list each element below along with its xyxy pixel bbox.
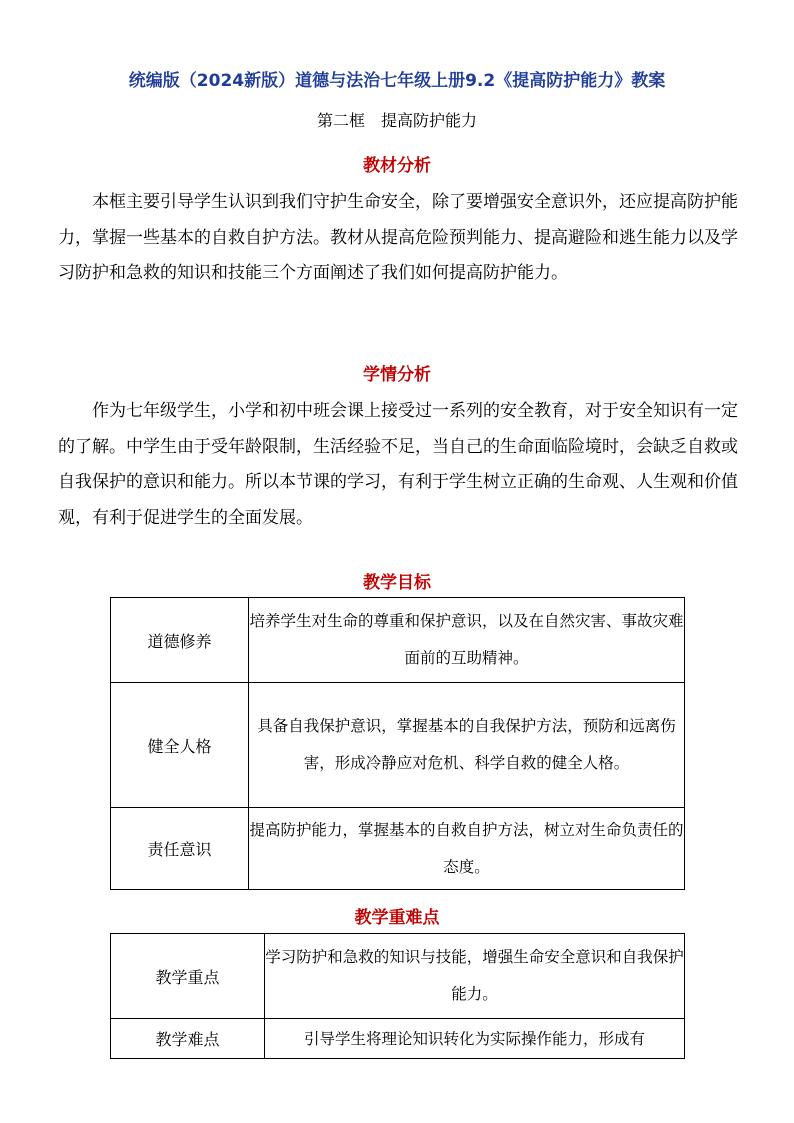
teaching-goals-table <box>110 597 685 890</box>
heading-student-analysis: 学情分析 <box>363 365 431 385</box>
goal-label: 健全人格 <box>111 683 249 808</box>
goal-content: 提高防护能力，掌握基本的自救自护方法，树立对生命负责任的态度。 <box>249 808 685 890</box>
key-point-content: 学习防护和急救的知识与技能，增强生命安全意识和自我保护能力。 <box>265 934 685 1019</box>
key-points-table <box>110 933 685 1059</box>
heading-teaching-goals: 教学目标 <box>363 573 431 593</box>
goal-content: 具备自我保护意识，掌握基本的自我保护方法，预防和远离伤害，形成冷静应对危机、科学自救的健全人格。 <box>249 683 685 808</box>
paragraph-student-analysis: 作为七年级学生，小学和初中班会课上接受过一系列的安全教育，对于安全知识有一定的了解。中学生由于受年龄限制，生活经验不足，当自己的生命面临险境时，会缺乏自救或自我保护的意识和能力。所以本节课的学习，有利于学生树立正确的生命观、人生观和价值观，有利于促进学生的全面发展。 <box>58 401 738 528</box>
key-point-label: 教学重点 <box>111 934 265 1019</box>
goal-label: 责任意识 <box>111 808 249 890</box>
goal-label: 道德修养 <box>111 598 249 683</box>
table-row <box>111 934 685 1019</box>
heading-textbook-analysis: 教材分析 <box>363 156 431 176</box>
table-row <box>111 598 685 683</box>
document-title: 统编版（2024新版）道德与法治七年级上册9.2《提高防护能力》教案 <box>128 71 666 91</box>
key-point-label: 教学难点 <box>111 1019 265 1059</box>
table-row <box>111 683 685 808</box>
key-point-content: 引导学生将理论知识转化为实际操作能力，形成有 <box>265 1019 685 1059</box>
table-row <box>111 808 685 890</box>
heading-key-points: 教学重难点 <box>354 908 440 928</box>
goal-content: 培养学生对生命的尊重和保护意识，以及在自然灾害、事故灾难面前的互助精神。 <box>249 598 685 683</box>
table-row <box>111 1019 685 1059</box>
document-subtitle: 第二框 提高防护能力 <box>316 111 477 130</box>
paragraph-textbook-analysis: 本框主要引导学生认识到我们守护生命安全，除了要增强安全意识外，还应提高防护能力，掌握一些基本的自救自护方法。教材从提高危险预判能力、提高避险和逃生能力以及学习防护和急救的知识和技能三个方面阐述了我们如何提高防护能力。 <box>58 192 738 283</box>
